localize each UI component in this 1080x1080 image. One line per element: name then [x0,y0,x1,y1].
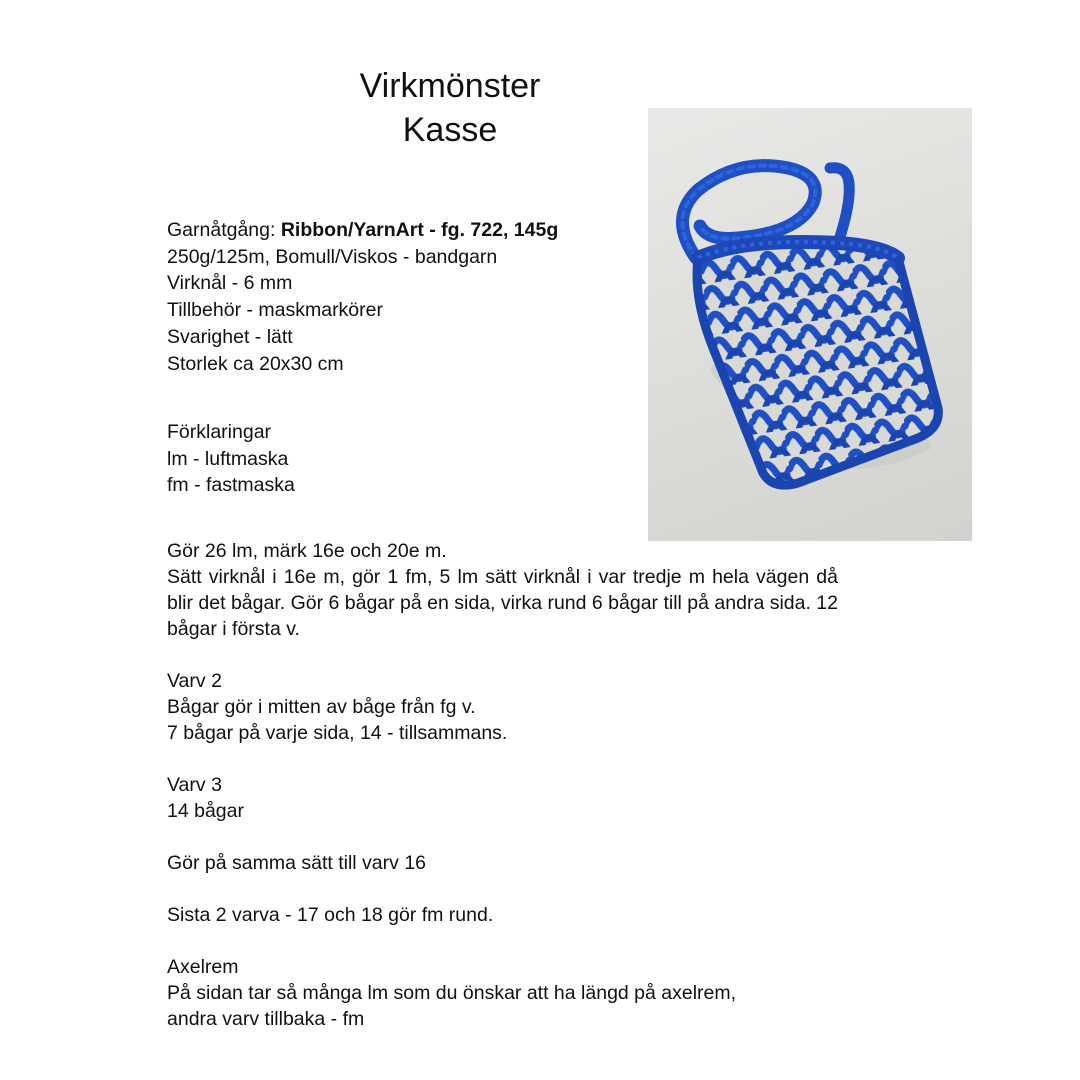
start-line: Gör 26 lm, märk 16e och 20e m. [167,540,447,562]
page-title: Virkmönster [359,67,541,105]
page-subtitle: Kasse [402,111,498,149]
legend-heading: Förklaringar [167,421,272,443]
yarn-spec: 250g/125m, Bomull/Viskos - bandgarn [167,245,498,268]
strap-line: På sidan tar så många lm som du önskar att ha längd på axelrem, [167,982,737,1004]
round2-line: Bågar gör i mitten av båge från fg v. [167,696,476,718]
round3-line: 14 bågar [167,800,244,822]
instructions-block [167,538,838,1032]
round2-line: 7 bågar på varje sida, 14 - tillsammans. [167,722,508,744]
repeat-line: Gör på samma sätt till varv 16 [167,852,427,874]
legend-item: lm - luftmaska [167,447,289,470]
bag-photo [648,108,972,541]
materials-block [167,217,558,377]
start-paragraph: Sätt virknål i 16e m, gör 1 fm, 5 lm sätt virknål i var tredje m hela vägen då blir det bågar. Gör 6 bågar på en sida, virka rund 6 bågar till på andra sida. 12 bågar i första v. [167,566,838,640]
hook-size: Virknål - 6 mm [167,272,293,295]
accessories: Tillbehör - maskmarkörer [167,299,383,322]
legend-block [167,419,295,499]
round2-heading: Varv 2 [167,670,222,692]
yarn-label: Garnåtgång: [167,219,281,241]
finished-size: Storlek ca 20x30 cm [167,352,344,375]
last-rounds-line: Sista 2 varva - 17 och 18 gör fm rund. [167,904,494,926]
yarn-value: Ribbon/YarnArt - fg. 722, 145g [280,219,559,241]
strap-line: andra varv tillbaka - fm [167,1008,365,1030]
legend-item: fm - fastmaska [167,474,295,497]
difficulty: Svarighet - lätt [167,325,293,348]
round3-heading: Varv 3 [167,774,222,796]
strap-heading: Axelrem [167,956,239,978]
yarn-line [167,217,558,244]
crochet-bag-illustration [648,108,972,541]
